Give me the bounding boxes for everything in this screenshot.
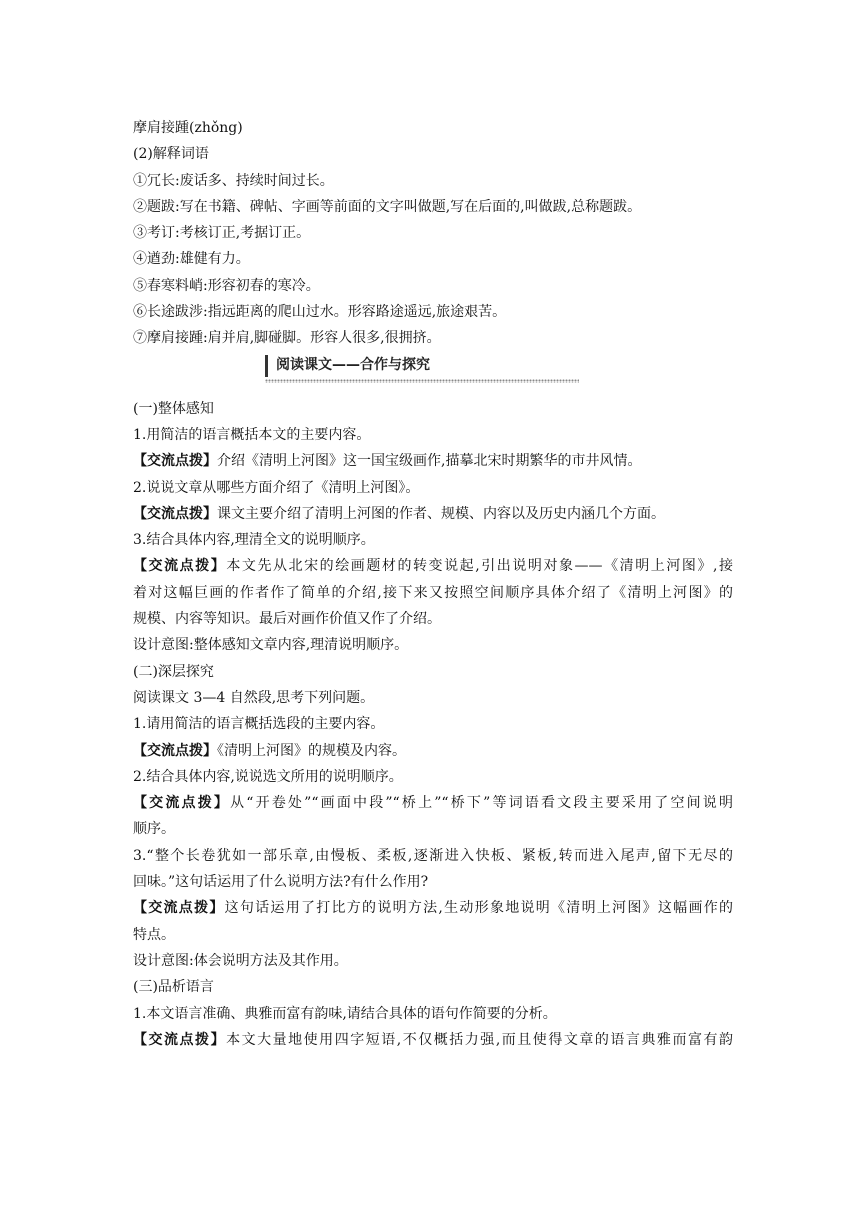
answer-continued: 着对这幅巨画的作者作了简单的介绍,接下来又按照空间顺序具体介绍了《清明上河图》的	[133, 584, 733, 601]
answer-label: 【交流点拨】	[133, 795, 231, 812]
subheading-explain-words: (2)解释词语	[133, 146, 209, 163]
answer-continued: 顺序。	[133, 821, 175, 838]
question: 3.“整个长卷犹如一部乐章,由慢板、柔板,逐渐进入快板、紧板,转而进入尾声,留下无尽的	[133, 847, 733, 864]
answer-text: 课文主要介绍了清明上河图的作者、规模、内容以及历史内涵几个方面。	[217, 505, 665, 522]
answer-text: 《清明上河图》的规模及内容。	[217, 742, 406, 759]
document-body	[133, 118, 733, 1056]
definition-item: ⑤春寒料峭:形容初春的寒冷。	[133, 277, 320, 294]
question: 3.结合具体内容,理清全文的说明顺序。	[133, 532, 375, 549]
banner-dotted-rule	[265, 379, 579, 383]
answer-continued: 特点。	[133, 926, 175, 943]
definition-item: ⑥长途跋涉:指远距离的爬山过水。形容路途遥远,旅途艰苦。	[133, 304, 507, 321]
answer-label: 【交流点拨】	[133, 900, 225, 917]
answer	[133, 898, 733, 918]
pinyin-line: 摩肩接踵(zhǒng)	[133, 120, 243, 136]
answer-text: 从“开卷处”“画面中段”“桥上”“桥下”等词语看文段主要采用了空间说明	[230, 795, 733, 812]
section-banner	[133, 355, 733, 385]
answer-label: 【交流点拨】	[133, 1031, 227, 1048]
section-heading-language: (三)品析语言	[133, 979, 214, 996]
answer	[133, 451, 733, 471]
design-intent: 设计意图:整体感知文章内容,理清说明顺序。	[133, 637, 409, 654]
answer	[133, 793, 733, 813]
design-intent: 设计意图:体会说明方法及其作用。	[133, 952, 348, 969]
answer-label: 【交流点拨】	[133, 742, 217, 759]
question: 1.请用简洁的语言概括选段的主要内容。	[133, 716, 385, 733]
definition-item: ④遒劲:雄健有力。	[133, 251, 250, 268]
answer-label: 【交流点拨】	[133, 505, 217, 522]
definition-item: ③考订:考核订正,考据订正。	[133, 225, 311, 242]
answer-label: 【交流点拨】	[133, 453, 217, 470]
answer	[133, 556, 733, 576]
section-heading-overall: (一)整体感知	[133, 400, 214, 417]
question: 2.结合具体内容,说说选文所用的说明顺序。	[133, 768, 403, 785]
answer-text: 这句话运用了打比方的说明方法,生动形象地说明《清明上河图》这幅画作的	[224, 900, 733, 917]
answer-text: 本文大量地使用四字短语,不仅概括力强,而且使得文章的语言典雅而富有韵	[226, 1031, 733, 1048]
answer	[133, 741, 733, 761]
answer	[133, 504, 733, 524]
instruction: 阅读课文 3—4 自然段,思考下列问题。	[133, 689, 375, 706]
banner-title: 阅读课文——合作与探究	[276, 356, 430, 373]
question: 1.用简洁的语言概括本文的主要内容。	[133, 426, 371, 443]
answer	[133, 1030, 733, 1050]
section-heading-deep: (二)深层探究	[133, 663, 214, 680]
definition-item: ①冗长:废话多、持续时间过长。	[133, 172, 334, 189]
question-continued: 回味。”这句话运用了什么说明方法?有什么作用?	[133, 874, 429, 891]
question: 2.说说文章从哪些方面介绍了《清明上河图》。	[133, 479, 420, 496]
question: 1.本文语言准确、典雅而富有韵味,请结合具体的语句作简要的分析。	[133, 1005, 557, 1022]
answer-text: 介绍《清明上河图》这一国宝级画作,描摹北宋时期繁华的市井风情。	[217, 453, 642, 470]
answer-text: 本文先从北宋的绘画题材的转变说起,引出说明对象——《清明上河图》,接	[226, 558, 734, 575]
answer-label: 【交流点拨】	[133, 558, 227, 575]
answer-continued: 规模、内容等知识。最后对画作价值又作了介绍。	[133, 611, 441, 628]
definition-item: ⑦摩肩接踵:肩并肩,脚碰脚。形容人很多,很拥挤。	[133, 330, 441, 347]
banner-frame	[265, 355, 582, 377]
definition-item: ②题跋:写在书籍、碑帖、字画等前面的文字叫做题,写在后面的,叫做跋,总称题跋。	[133, 198, 642, 215]
